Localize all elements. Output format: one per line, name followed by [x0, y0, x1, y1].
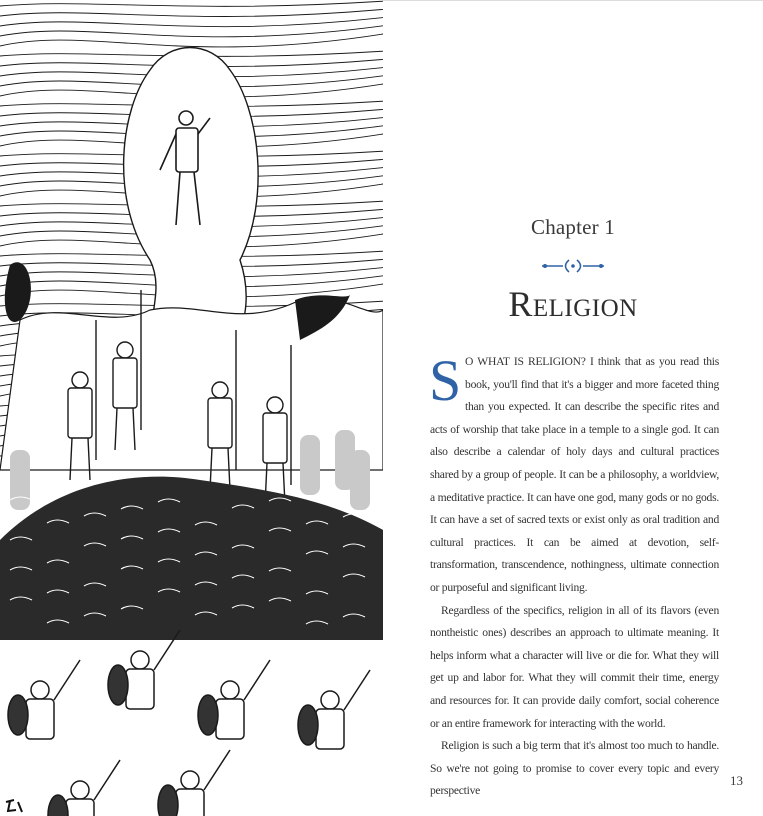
- text-page: [383, 0, 763, 816]
- paragraph: Religion is such a big term that it's almost too much to handle. So we're not going to promise to cover every topic and every perspective: [430, 739, 719, 798]
- artist-signature-icon: [4, 798, 24, 814]
- chapter-title: Religion: [508, 284, 638, 324]
- page-number: 13: [730, 773, 743, 788]
- paragraph: Regardless of the specifics, religion in all of its flavors (even nontheistic ones) describes an approach to ultimate meaning. It helps inform what a character will live or die for. What they will get up and labor for. What they will commit their time, energy and resources for. It can provide daily comfort, social coherence or an entire framework for interacting with the world.: [430, 603, 719, 730]
- foreground-combatants: [8, 630, 370, 816]
- banner-left: [5, 262, 31, 322]
- paragraph-text: O WHAT IS RELIGION? I think that as you read this book, you'll find that it's a bigger and more faceted thing than you expected. It can describe the specific rites and acts of worship that take place in a temple to a single god. It can also describe a calendar of holy days and cultural practices shared by a group of people. It can be a philosophy, a worldview, a meditative practice. It can have one god, many gods or no gods. It can have a set of sacred texts or exist only as oral tradition and cultural practices. It can be aimed at devotion, self-transformation, transcendence, nothingness, ultimate connection or purposeful and significant living.: [430, 355, 719, 594]
- body-text: [429, 348, 719, 803]
- drop-cap: S: [429, 348, 462, 413]
- paragraph: [429, 348, 719, 600]
- chapter-ornament-icon: [540, 257, 606, 275]
- battlefield-mound: [0, 477, 383, 640]
- chapter-label: Chapter 1: [530, 215, 616, 239]
